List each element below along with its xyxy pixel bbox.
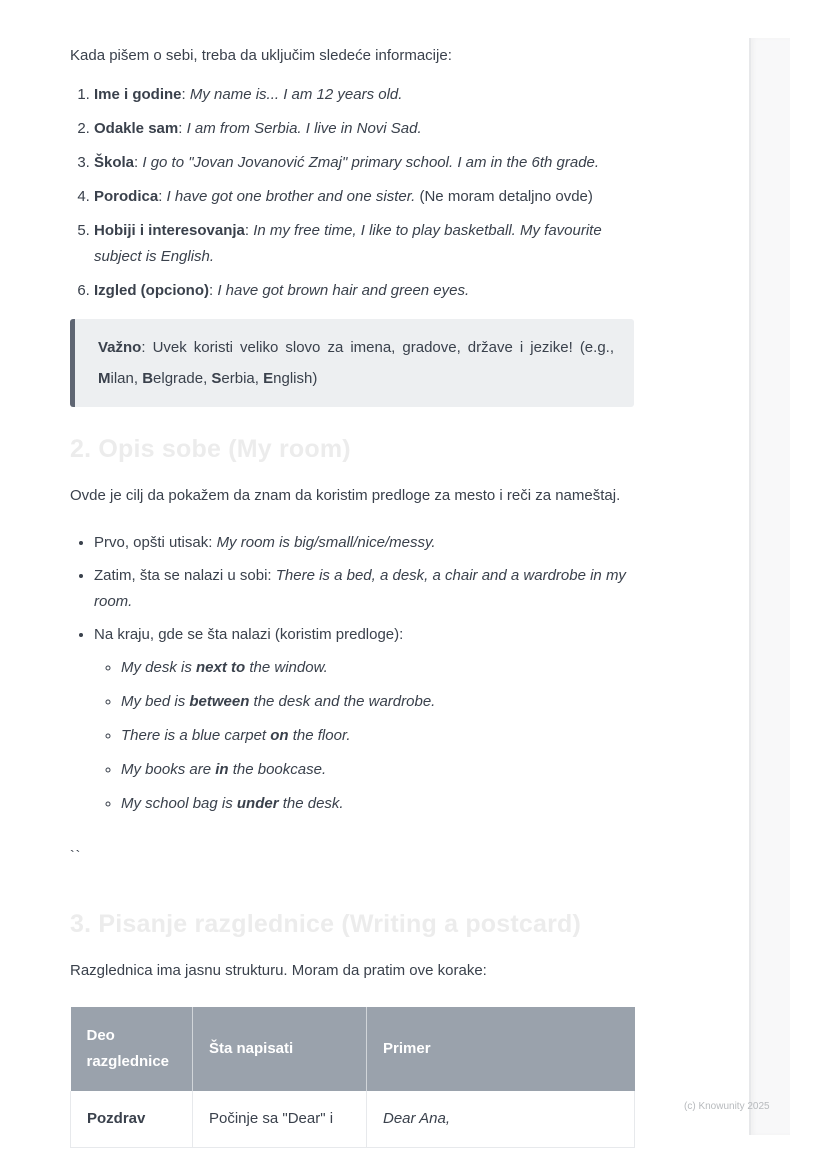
copyright-watermark: (c) Knowunity 2025: [684, 1101, 770, 1112]
preposition: in: [215, 761, 229, 778]
list-item: [94, 278, 634, 304]
item-label: Odakle sam: [94, 120, 179, 137]
item-label: Izgled (opciono): [94, 282, 209, 299]
separator: :: [244, 222, 254, 239]
item-note: (Ne moram detaljno ovde): [415, 188, 593, 205]
stray-backticks: ``: [70, 847, 82, 863]
bold-letter: B: [142, 370, 154, 387]
room-intro-paragraph: Ovde je cilj da pokažem da znam da koristim predloge za mesto i reči za nameštaj.: [70, 487, 621, 504]
preposition: under: [236, 795, 279, 812]
item-label: Ime i godine: [94, 86, 182, 103]
sentence-start: My books are: [121, 761, 216, 778]
prepositions-sublist: [94, 655, 634, 817]
cell-what: Počinje sa "Dear" i: [193, 1091, 367, 1148]
section-heading-postcard: 3. Pisanje razglednice (Writing a postcard): [70, 910, 582, 938]
preposition: between: [189, 693, 250, 710]
sentence-start: My bed is: [121, 693, 190, 710]
section-heading-my-room: 2. Opis sobe (My room): [70, 435, 351, 463]
important-callout: [70, 319, 634, 407]
sentence-end: the bookcase.: [228, 761, 327, 778]
bullet-lead: Prvo, opšti utisak:: [94, 534, 217, 551]
callout-examples: (e.g.,: [579, 339, 614, 356]
bullet-lead: Na kraju, gde se šta nalazi (koristim predloge):: [94, 626, 404, 643]
bullet-example: There is a bed, a desk, a chair and a wardrobe in my room.: [94, 567, 626, 610]
list-item: [94, 184, 634, 210]
item-label: Škola: [94, 154, 135, 171]
sentence-start: There is a blue carpet: [121, 727, 271, 744]
postcard-intro-paragraph: Razglednica ima jasnu strukturu. Moram da pratim ove korake:: [70, 962, 487, 979]
preposition: on: [270, 727, 289, 744]
table-row: [71, 1091, 635, 1148]
postcard-structure-table: [70, 1007, 635, 1148]
table-header-row: [71, 1007, 635, 1091]
callout-label: Važno: [98, 339, 142, 356]
column-header-example: Primer: [367, 1007, 635, 1091]
cell-part: Pozdrav: [71, 1091, 193, 1148]
list-item: [94, 530, 634, 556]
intro-paragraph: Kada pišem o sebi, treba da uključim sledeće informacije:: [70, 47, 452, 64]
separator: :: [178, 120, 187, 137]
about-me-list: [70, 82, 634, 304]
sentence-end: the window.: [245, 659, 328, 676]
list-item: [121, 689, 634, 715]
sentence-end: the desk and the wardrobe.: [249, 693, 436, 710]
separator: :: [208, 282, 218, 299]
list-item: [121, 791, 634, 817]
preposition: next to: [196, 659, 246, 676]
item-example: In my free time, I like to play basketball. My favourite subject is English.: [94, 222, 602, 265]
list-item: [121, 757, 634, 783]
separator: :: [158, 188, 167, 205]
sentence-end: the desk.: [278, 795, 344, 812]
list-item: [94, 82, 634, 108]
item-example: My name is... I am 12 years old.: [189, 86, 403, 103]
column-header-what: Šta napisati: [193, 1007, 367, 1091]
bold-letter: S: [211, 370, 222, 387]
callout-examples: ilan,: [110, 370, 143, 387]
callout-examples: elgrade,: [153, 370, 212, 387]
sentence-end: the floor.: [288, 727, 351, 744]
list-item: [121, 655, 634, 681]
bold-letter: M: [98, 370, 111, 387]
item-example: I have got one brother and one sister.: [166, 188, 416, 205]
sentence-start: My school bag is: [121, 795, 237, 812]
document-page: [70, 0, 634, 1148]
room-bullet-list: [70, 530, 634, 817]
list-item: [94, 150, 634, 176]
list-item: [94, 622, 634, 817]
list-item: [94, 218, 634, 270]
table-header: [71, 1007, 635, 1091]
bullet-example: My room is big/small/nice/messy.: [216, 534, 436, 551]
list-item: [121, 723, 634, 749]
sentence-start: My desk is: [121, 659, 197, 676]
item-example: I have got brown hair and green eyes.: [217, 282, 470, 299]
callout-body: : Uvek koristi veliko slovo za imena, gradove, države i jezike!: [141, 339, 580, 356]
callout-examples: nglish): [273, 370, 318, 387]
bold-letter: E: [263, 370, 274, 387]
bullet-lead: Zatim, šta se nalazi u sobi:: [94, 567, 276, 584]
item-example: I go to "Jovan Jovanović Zmaj" primary school. I am in the 6th grade.: [142, 154, 600, 171]
callout-text: [98, 332, 614, 394]
list-item: [94, 116, 634, 142]
list-item: [94, 563, 634, 615]
cell-example: Dear Ana,: [367, 1091, 635, 1148]
column-header-part: Deo razglednice: [71, 1007, 193, 1091]
item-label: Porodica: [94, 188, 159, 205]
item-label: Hobiji i interesovanja: [94, 222, 245, 239]
item-example: I am from Serbia. I live in Novi Sad.: [186, 120, 422, 137]
callout-examples: erbia,: [221, 370, 264, 387]
separator: :: [134, 154, 143, 171]
next-page-edge[interactable]: [749, 38, 790, 1135]
separator: :: [181, 86, 190, 103]
